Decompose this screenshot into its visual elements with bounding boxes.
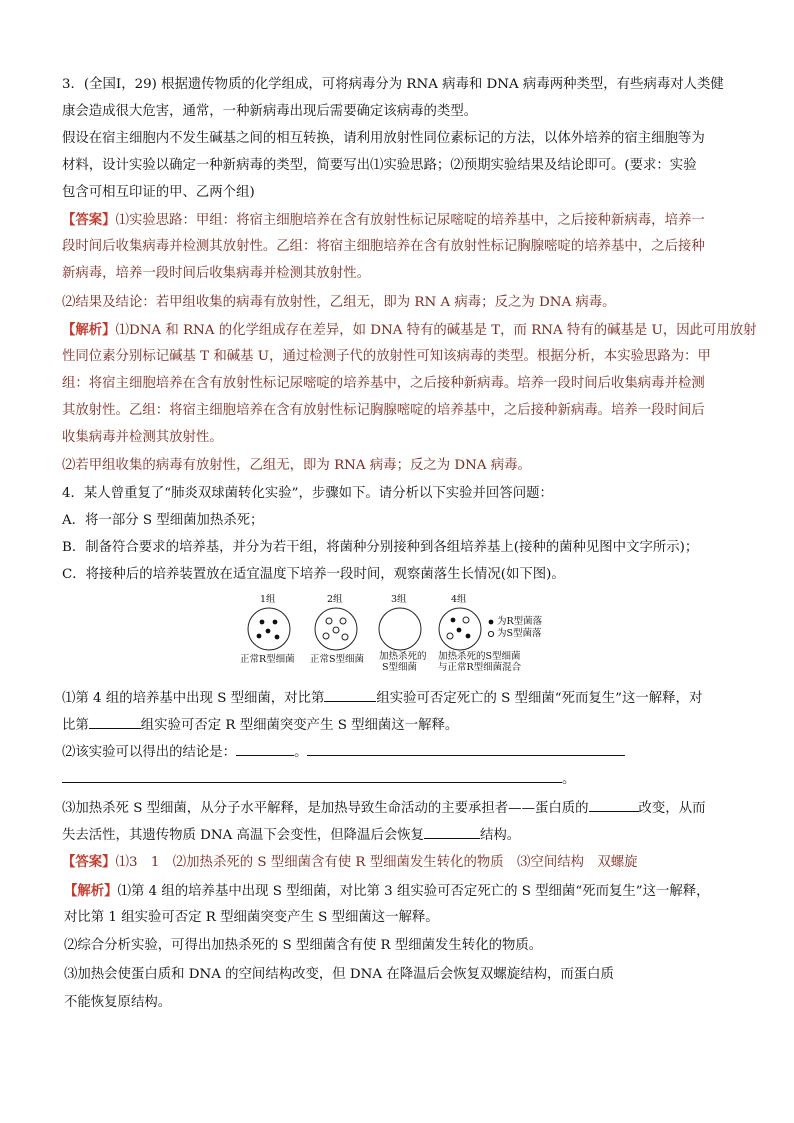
answer-blank[interactable] (589, 798, 639, 812)
q3-answer-line-3: 新病毒，培养一段时间后收集病毒并检测其放射性。 (62, 266, 370, 281)
s-colony (326, 618, 332, 624)
dish-2 (315, 608, 357, 650)
legend-s-text: 为S型菌落 (497, 628, 542, 639)
r-colony (466, 634, 471, 639)
q4-step-b: B．制备符合要求的培养基，并分为若干组，将菌种分别接种到各组培养基上(接种的菌种见图中文字所示)； (62, 540, 699, 555)
legend-r-text: 为R型菌落 (497, 616, 543, 627)
q3-analysis-line-1: 【解析】⑴DNA 和 RNA 的化学组成存在差异，如 DNA 特有的碱基是 T，而 RNA 特有的碱基是 U，因此可用放射 (62, 322, 757, 338)
r-colony (257, 634, 262, 639)
group-label-3: 3组 (391, 594, 407, 605)
q4-sub2-line-1: ⑵该实验可以得出的结论是： 。 (62, 742, 625, 762)
q4-analysis-line-5: 不能恢复原结构。 (64, 995, 172, 1010)
q3-line-5: 包含可相互印证的甲、乙两个组) (62, 185, 255, 200)
q3-answer-line-4: ⑵结果及结论：若甲组收集的病毒有放射性，乙组无，即为 RN A 病毒；反之为 DNA 病毒。 (62, 295, 616, 310)
q4-sub2-line-2: 。 (62, 769, 575, 789)
q4-sub3-line-1: ⑶加热杀死 S 型细菌，从分子水平解释，是加热导致生命活动的主要承担者——蛋白质的 改变，从而 (62, 798, 705, 818)
s-colony (463, 617, 469, 623)
q3-analysis-line-5: 收集病毒并检测其放射性。 (62, 430, 223, 445)
r-colony (266, 629, 271, 634)
r-colony (457, 628, 462, 633)
q3-answer-line-1: 【答案】⑴实验思路：甲组：将宿主细胞培养在含有放射性标记尿嘧啶的培养基中，之后接种新病毒，培养一 (62, 212, 705, 228)
q4-analysis-line-1: 【解析】⑴第 4 组的培养基中出现 S 型细菌，对比第 3 组实验可否定死亡的 S 型细菌“死而复生”这一解释， (64, 883, 710, 899)
q3-analysis-line-2: 性同位素分别标记碱基 T 和碱基 U，通过检测子代的放射性可知该病毒的类型。根据分析，本实验思路为：甲 (62, 349, 711, 364)
answer-blank[interactable] (62, 769, 562, 783)
dish-1-caption: 正常R型细菌 (240, 654, 295, 665)
dish-3-caption-line-1: 加热杀死的 (379, 651, 427, 662)
q4-analysis-line-2: 对比第 1 组实验可否定 R 型细菌突变产生 S 型细菌这一解释。 (64, 910, 439, 925)
group-label-4: 4组 (451, 594, 467, 605)
r-colony (260, 620, 265, 625)
colony-figure (240, 593, 570, 673)
q4-line-1: 4．某人曾重复了“肺炎双球菌转化实验”，步骤如下。请分析以下实验并回答问题： (62, 486, 553, 501)
q3-answer-line-2: 段时间后收集病毒并检测其放射性。乙组：将宿主细胞培养在含有放射性标记胸腺嘧啶的培养基中，之后接种 (62, 239, 705, 254)
q3-analysis-line-3: 组：将宿主细胞培养在含有放射性标记尿嘧啶的培养基中，之后接种新病毒。培养一段时间后收集病毒并检测 (62, 376, 705, 391)
q3-line-1: 3．(全国Ⅰ，29) 根据遗传物质的化学组成，可将病毒分为 RNA 病毒和 DNA 病毒两种类型，有些病毒对人类健 (62, 77, 724, 92)
q3-analysis-line-6: ⑵若甲组收集的病毒有放射性，乙组无，即为 RNA 病毒；反之为 DNA 病毒。 (62, 458, 531, 473)
analysis-tag: 【解析】 (64, 883, 118, 899)
dish-2-caption: 正常S型细菌 (310, 654, 365, 665)
group-label-1: 1组 (260, 594, 276, 605)
answer-blank[interactable] (307, 742, 625, 756)
answer-blank[interactable] (324, 688, 376, 702)
analysis-tag: 【解析】 (62, 322, 116, 338)
q4-answer-line: 【答案】⑴3 1 ⑵加热杀死的 S 型细菌含有使 R 型细菌发生转化的物质 ⑶空间结构 双螺旋 (62, 854, 638, 870)
q4-analysis-line-3: ⑵综合分析实验，可得出加热杀死的 S 型细菌含有使 R 型细菌发生转化的物质。 (64, 938, 543, 953)
answer-tag: 【答案】 (62, 212, 116, 228)
q4-sub1-line-2: 比第 组实验可否定 R 型细菌突变产生 S 型细菌这一解释。 (62, 715, 458, 735)
dish-3-caption-line-2: S型细菌 (382, 662, 418, 673)
r-colony (273, 620, 278, 625)
dish-4-caption-line-2: 与正常R型细菌混合 (438, 662, 522, 673)
q4-analysis-line-4: ⑶加热会使蛋白质和 DNA 的空间结构改变，但 DNA 在降温后会恢复双螺旋结构，而蛋白质 (64, 967, 614, 982)
answer-blank[interactable] (236, 742, 294, 756)
s-colony (323, 633, 329, 639)
group-label-2: 2组 (327, 594, 343, 605)
q3-line-4: 材料，设计实验以确定一种新病毒的类型，简要写出⑴实验思路；⑵预期实验结果及结论即可。(要求：实验 (62, 158, 697, 173)
legend-r-symbol (489, 620, 494, 625)
dish-3 (379, 608, 421, 650)
s-colony (333, 627, 339, 633)
answer-blank[interactable] (89, 715, 141, 729)
q3-line-3: 假设在宿主细胞内不发生碱基之间的相互转换，请利用放射性同位素标记的方法，以体外培养的宿主细胞等为 (62, 131, 705, 146)
s-colony (340, 618, 346, 624)
q4-step-c: C．将接种后的培养装置放在适宜温度下培养一段时间，观察菌落生长情况(如下图)。 (62, 567, 565, 582)
answer-blank[interactable] (424, 825, 480, 839)
q4-sub3-line-2: 失去活性，其遗传物质 DNA 高温下会变性，但降温后会恢复 结构。 (62, 825, 520, 845)
dish-4-caption-line-1: 加热杀死的S型细菌 (438, 651, 521, 662)
q4-step-a: A．将一部分 S 型细菌加热杀死； (62, 513, 264, 528)
r-colony (275, 635, 280, 640)
legend-s-symbol (488, 631, 493, 636)
q3-analysis-line-4: 其放射性。乙组：将宿主细胞培养在含有放射性标记胸腺嘧啶的培养基中，之后接种新病毒。培养一段时间后 (62, 403, 705, 418)
r-colony (451, 618, 456, 623)
q4-sub1-line-1: ⑴第 4 组的培养基中出现 S 型细菌，对比第 组实验可否定死亡的 S 型细菌“死而复生”这一解释，对 (62, 688, 702, 708)
answer-tag: 【答案】 (62, 854, 116, 870)
q3-line-2: 康会造成很大危害，通常，一种新病毒出现后需要确定该病毒的类型。 (62, 104, 478, 119)
s-colony (447, 633, 453, 639)
s-colony (342, 634, 348, 640)
